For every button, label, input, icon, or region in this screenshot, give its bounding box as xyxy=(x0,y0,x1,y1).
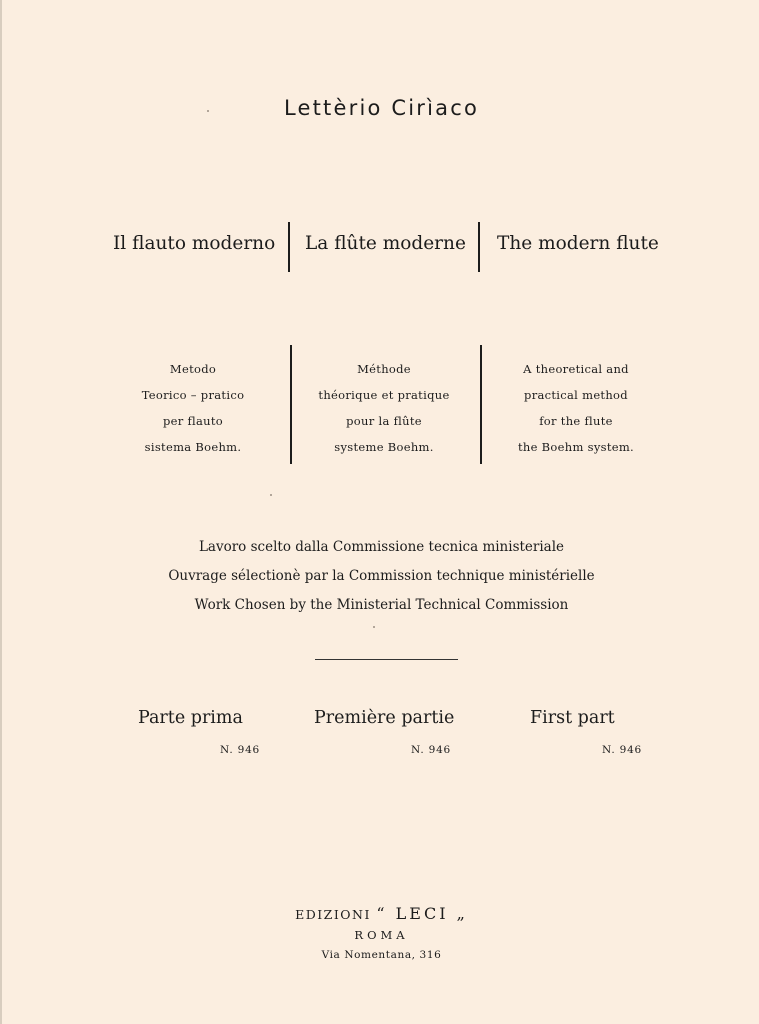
description-line: for the flute xyxy=(539,414,613,428)
description-line: Teorico – pratico xyxy=(141,388,245,402)
description-line: Méthode xyxy=(357,362,411,376)
title-divider-right xyxy=(478,222,480,272)
description-line: théorique et pratique xyxy=(318,388,450,402)
scan-speck xyxy=(270,494,272,496)
title-italian: Il flauto moderno xyxy=(113,233,276,254)
selection-line-french: Ouvrage sélectionè par la Commission technique ministérielle xyxy=(168,568,595,584)
part-number-english: N. 946 xyxy=(602,744,643,756)
title-english: The modern flute xyxy=(497,233,659,254)
title-french: La flûte moderne xyxy=(305,233,466,254)
title-divider-left xyxy=(288,222,290,272)
part-label-french: Première partie xyxy=(314,708,455,728)
publisher-block xyxy=(2,904,759,965)
description-line: sistema Boehm. xyxy=(144,440,242,454)
selection-line-italian: Lavoro scelto dalla Commissione tecnica ministeriale xyxy=(198,539,565,555)
publisher-name-line xyxy=(2,904,759,925)
description-line: per flauto xyxy=(162,414,224,428)
description-line: the Boehm system. xyxy=(517,440,635,454)
publisher-prefix: EDIZIONI xyxy=(295,907,371,922)
author-name: Lettèrio Cirìaco xyxy=(283,96,480,120)
scan-speck xyxy=(207,110,209,112)
description-french xyxy=(304,356,464,460)
publisher-address: Via Nomentana, 316 xyxy=(321,949,442,961)
description-divider-left xyxy=(290,345,292,464)
description-divider-right xyxy=(480,345,482,464)
description-line: systeme Boehm. xyxy=(334,440,434,454)
part-number-french: N. 946 xyxy=(411,744,452,756)
description-english xyxy=(500,356,652,460)
selection-line-english: Work Chosen by the Ministerial Technical Commission xyxy=(194,597,569,613)
part-label-english: First part xyxy=(530,708,615,728)
publisher-name: “ LECI „ xyxy=(376,904,468,923)
selection-note xyxy=(2,533,759,620)
description-line: practical method xyxy=(524,388,628,402)
separator-rule xyxy=(315,659,458,660)
description-line: A theoretical and xyxy=(523,362,629,376)
description-line: Metodo xyxy=(169,362,217,376)
description-line: pour la flûte xyxy=(346,414,422,428)
scan-speck xyxy=(373,626,375,628)
description-italian xyxy=(123,356,263,460)
part-label-italian: Parte prima xyxy=(138,708,243,728)
part-number-italian: N. 946 xyxy=(220,744,261,756)
publisher-city: ROMA xyxy=(354,928,409,942)
